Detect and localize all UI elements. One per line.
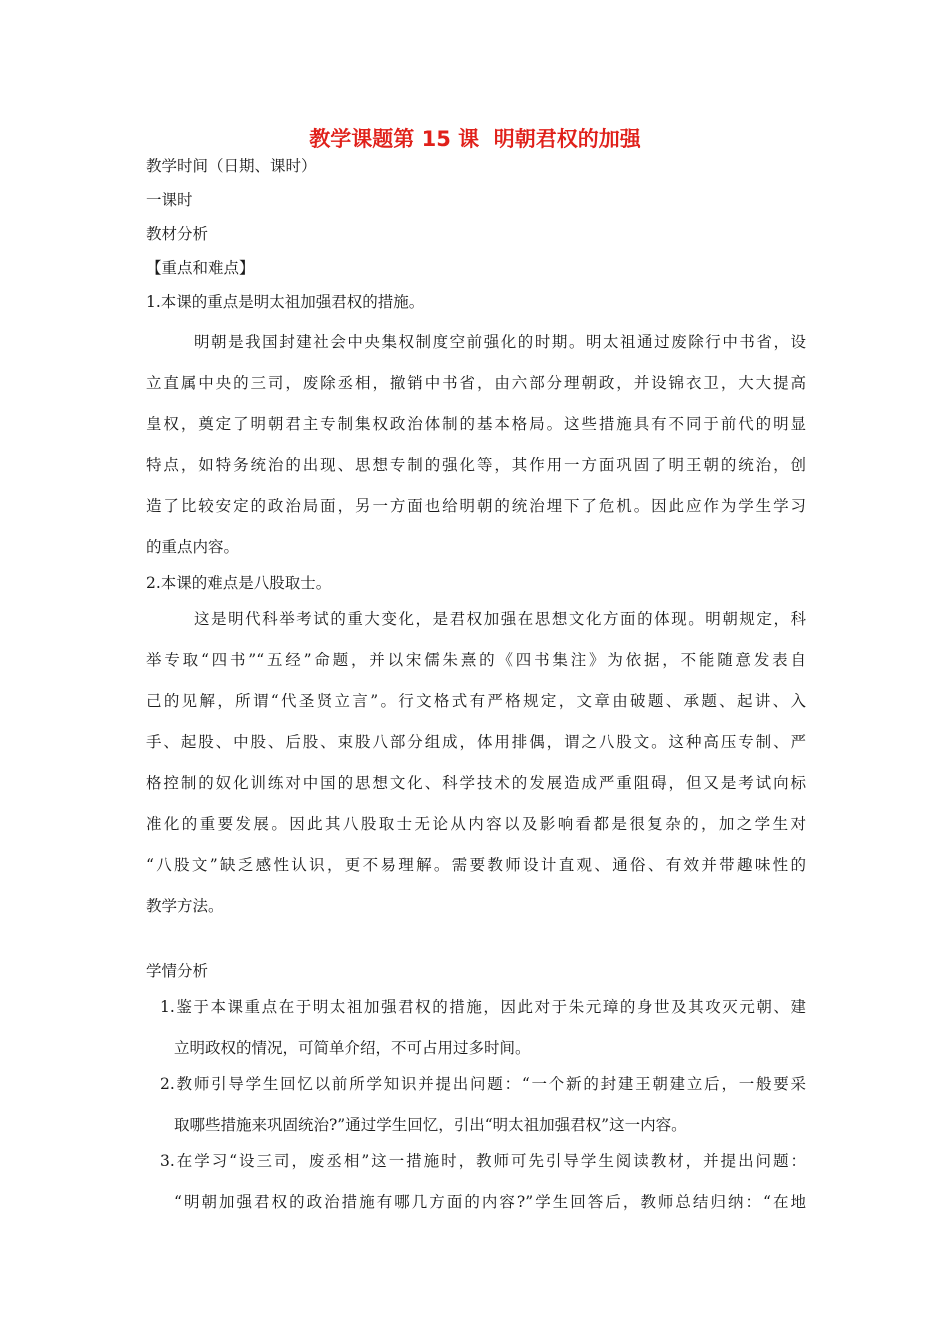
difficult-point-line: 手、起股、中股、后股、束股八部分组成，体用排偶，谓之八股文。这种高压专制、严	[146, 733, 806, 751]
key-point-heading: 1.本课的重点是明太祖加强君权的措施。	[146, 293, 425, 311]
teaching-time-label: 教学时间（日期、课时）	[146, 157, 317, 175]
student-analysis-item-cont: “明朝加强君权的政治措施有哪几方面的内容?”学生回答后，教师总结归纳：“在地	[174, 1193, 806, 1211]
difficult-point-line: 准化的重要发展。因此其八股取士无论从内容以及影响看都是很复杂的，加之学生对	[146, 815, 806, 833]
key-point-line: 造了比较安定的政治局面，另一方面也给明朝的统治埋下了危机。因此应作为学生学习	[146, 497, 806, 515]
period-text: 一课时	[146, 191, 193, 209]
student-analysis-item-cont: 立明政权的情况，可简单介绍，不可占用过多时间。	[174, 1039, 531, 1057]
student-analysis-heading: 学情分析	[146, 962, 209, 980]
difficult-point-heading: 2.本课的难点是八股取士。	[146, 574, 332, 592]
difficult-point-line: 己的见解，所谓“代圣贤立言”。行文格式有严格规定，文章由破题、承题、起讲、入	[146, 692, 806, 710]
difficult-point-line: 举专取“四书”“五经”命题，并以宋儒朱熹的《四书集注》为依据，不能随意发表自	[146, 651, 806, 669]
difficult-point-line: 格控制的奴化训练对中国的思想文化、科学技术的发展造成严重阻碍，但又是考试向标	[146, 774, 806, 792]
student-analysis-item: 1.鉴于本课重点在于明太祖加强君权的措施，因此对于朱元璋的身世及其攻灭元朝、建	[160, 998, 806, 1016]
key-point-line: 的重点内容。	[146, 538, 240, 556]
key-point-line: 明朝是我国封建社会中央集权制度空前强化的时期。明太祖通过废除行中书省，设	[194, 333, 806, 351]
key-point-line: 立直属中央的三司，废除丞相，撤销中书省，由六部分理朝政，并设锦衣卫，大大提高	[146, 374, 806, 392]
difficult-point-line: 这是明代科举考试的重大变化，是君权加强在思想文化方面的体现。明朝规定，科	[194, 610, 806, 628]
key-point-line: 皇权，奠定了明朝君主专制集权政治体制的基本格局。这些措施具有不同于前代的明显	[146, 415, 806, 433]
key-points-heading: 【重点和难点】	[146, 259, 255, 277]
page-title: 教学课题第 15 课 明朝君权的加强	[309, 127, 641, 151]
difficult-point-line: “八股文”缺乏感性认识，更不易理解。需要教师设计直观、通俗、有效并带趣味性的	[146, 856, 806, 874]
key-point-line: 特点，如特务统治的出现、思想专制的强化等，其作用一方面巩固了明王朝的统治，创	[146, 456, 806, 474]
student-analysis-item: 3.在学习“设三司，废丞相”这一措施时，教师可先引导学生阅读教材，并提出问题：	[160, 1152, 806, 1170]
student-analysis-item: 2.教师引导学生回忆以前所学知识并提出问题：“一个新的封建王朝建立后，一般要采	[160, 1075, 806, 1093]
student-analysis-item-cont: 取哪些措施来巩固统治?”通过学生回忆，引出“明太祖加强君权”这一内容。	[174, 1116, 687, 1134]
difficult-point-line: 教学方法。	[146, 897, 224, 915]
textbook-analysis-heading: 教材分析	[146, 225, 209, 243]
